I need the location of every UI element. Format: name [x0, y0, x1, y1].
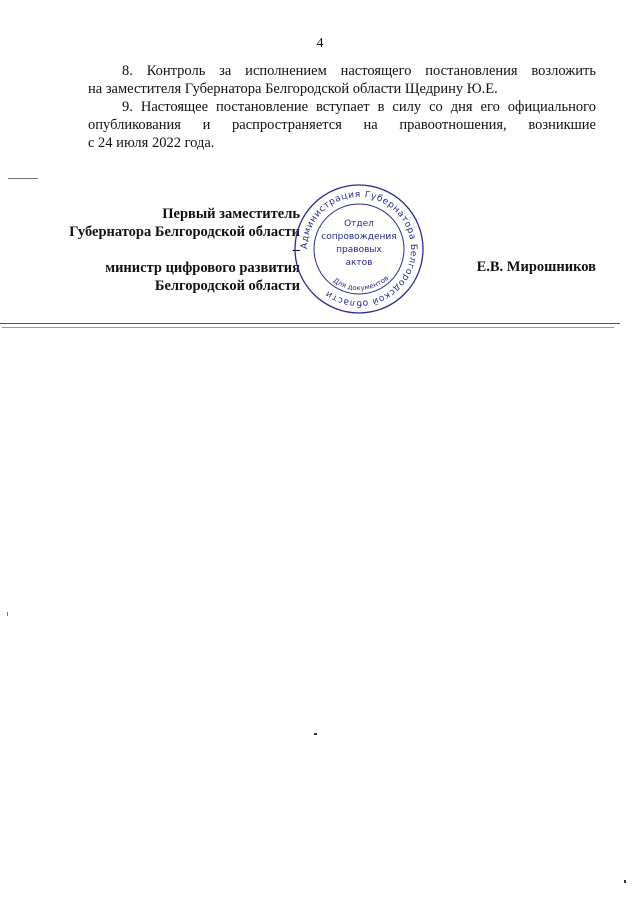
paragraph-line: на заместителя Губернатора Белгородской области Щедрину Ю.Е. — [88, 81, 498, 97]
signatory-title-line: министр цифрового развития — [105, 260, 300, 276]
stamp-ring-text: Администрация Губернатора Белгородской области — [299, 189, 419, 309]
signatory-name: Е.В. Мирошников — [476, 259, 596, 275]
signatory-title-line: Губернатора Белгородской области – — [69, 224, 300, 258]
page-number: 4 — [316, 36, 324, 51]
scan-edge-line — [2, 327, 614, 328]
official-stamp — [292, 182, 426, 316]
paragraph-line: 8. Контроль за исполнением настоящего постановления возложить — [122, 63, 596, 79]
signatory-title — [60, 205, 300, 295]
paragraph-line: 9. Настоящее постановление вступает в силу со дня его официального — [122, 99, 596, 115]
paragraph-9 — [88, 98, 596, 152]
stamp-center-line: сопровождения — [321, 232, 397, 242]
document-body — [88, 62, 596, 152]
stamp-center-line: правовых — [336, 245, 382, 255]
signatory-title-line: Белгородской области — [154, 278, 300, 294]
scan-artifact — [7, 612, 8, 616]
scan-artifact — [8, 178, 38, 179]
scan-artifact — [624, 880, 626, 883]
stamp-center-line: актов — [345, 258, 373, 268]
stamp-bottom-text: Для документов — [331, 273, 391, 293]
scan-edge-line — [0, 323, 620, 324]
paragraph-8 — [88, 62, 596, 98]
stamp-center-line: Отдел — [344, 219, 374, 229]
signatory-title-line: Первый заместитель — [162, 206, 300, 222]
paragraph-line: опубликования и распространяется на правоотношения, возникшие — [88, 117, 596, 133]
scan-artifact — [314, 733, 317, 735]
paragraph-line: с 24 июля 2022 года. — [88, 135, 215, 151]
